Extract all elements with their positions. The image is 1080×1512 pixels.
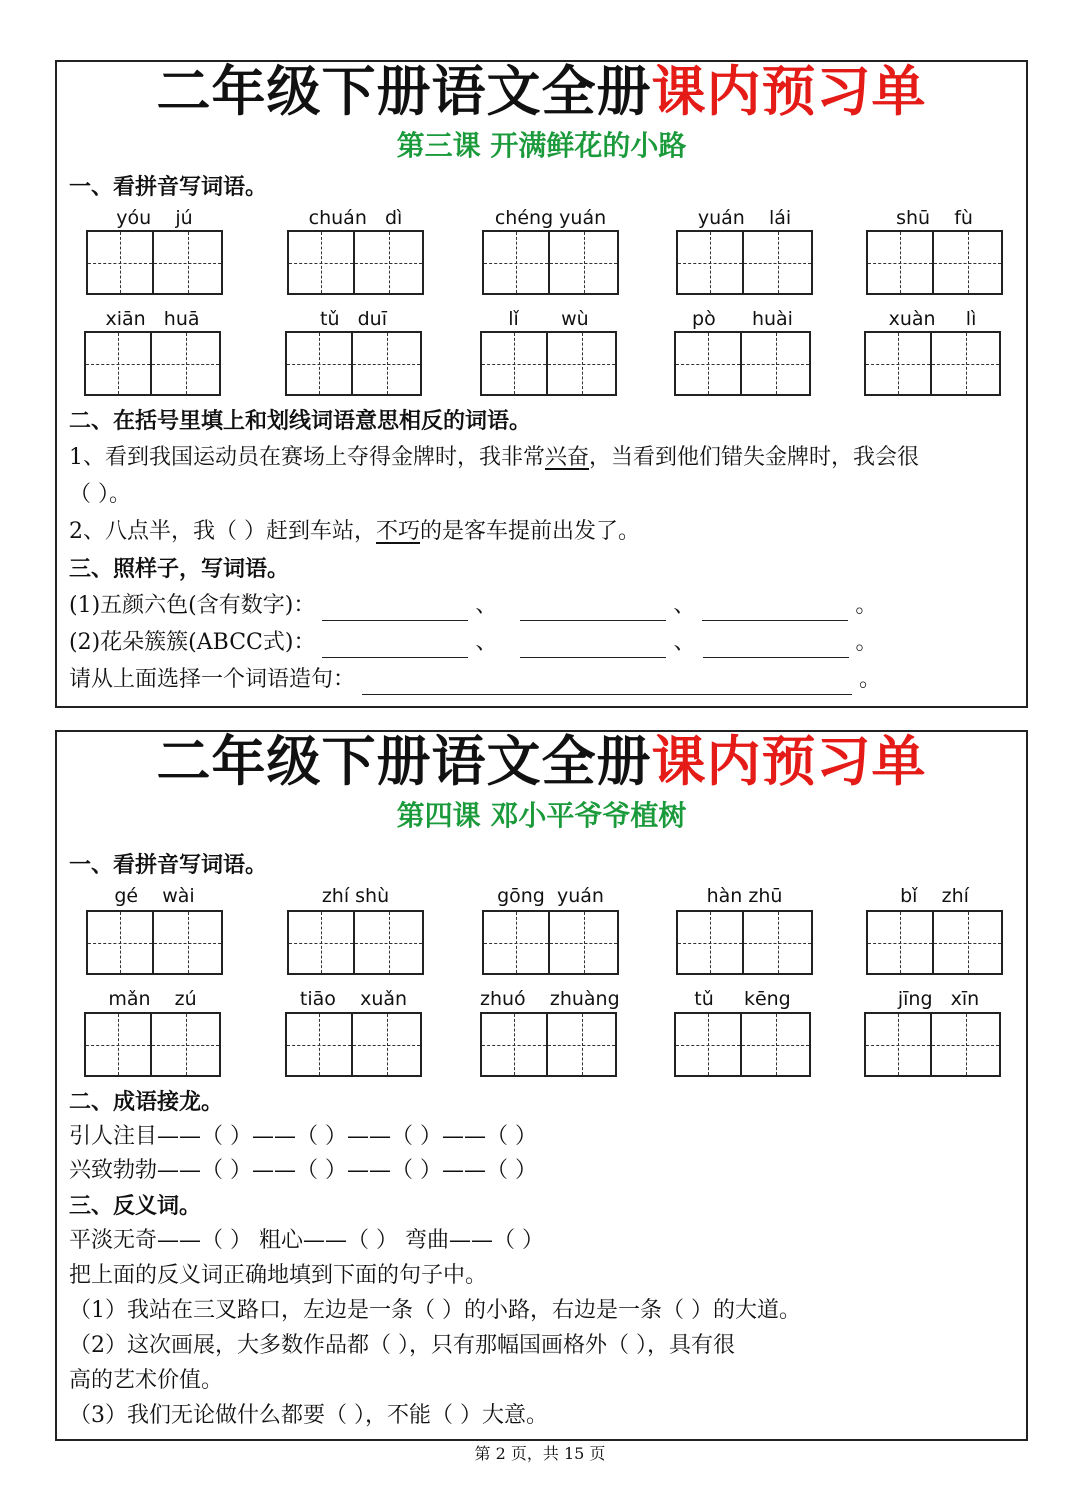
pinyin-label: hàn zhū [706, 885, 783, 907]
pinyin-label: zhí shù [321, 885, 390, 907]
writing-grid[interactable] [864, 1012, 1001, 1077]
answer-line[interactable] [362, 672, 852, 695]
answer-line[interactable] [703, 635, 849, 658]
writing-grid[interactable] [287, 230, 424, 295]
pinyin-label: xiān huā [105, 308, 200, 330]
writing-grid[interactable] [480, 331, 617, 396]
sentence-3[interactable]: （3）我们无论做什么都要（ ），不能（ ）大意。 [69, 1403, 548, 1428]
writing-grid[interactable] [480, 1012, 617, 1077]
q2-text-b: 的是客车提前出发了。 [420, 519, 641, 544]
example-2-label: (2)花朵簇簇(ABCC式)： [69, 630, 316, 655]
writing-grid[interactable] [864, 331, 1001, 396]
answer-line[interactable] [520, 635, 666, 658]
writing-grid[interactable] [482, 230, 619, 295]
section-3-heading: 三、照样子，写词语。 [69, 556, 290, 582]
section-2-heading: 二、在括号里填上和划线词语意思相反的词语。 [69, 408, 532, 434]
antonym-blanks[interactable]: 平淡无奇——（ ） 粗心——（ ） 弯曲——（ ） [69, 1228, 544, 1253]
answer-line[interactable] [322, 635, 468, 658]
writing-grid[interactable] [86, 230, 223, 295]
example-1-label: (1)五颜六色(含有数字)： [69, 593, 316, 618]
writing-grid[interactable] [482, 910, 619, 975]
example-2 [69, 628, 878, 658]
sentence-task-label: 请从上面选择一个词语造句： [69, 667, 356, 692]
instruction: 把上面的反义词正确地填到下面的句子中。 [69, 1263, 488, 1288]
title-black: 二年级下册语文全册 [156, 730, 652, 793]
pinyin-label: pò huài [692, 308, 793, 330]
sentence-task [69, 665, 881, 695]
writing-grid[interactable] [285, 331, 422, 396]
pinyin-label: chuán dì [308, 207, 403, 229]
writing-grid[interactable] [674, 331, 811, 396]
lesson-subtitle: 第三课 开满鲜花的小路 [396, 129, 687, 162]
q1-text-a: 1、看到我国运动员在赛场上夺得金牌时，我非常 [69, 445, 545, 470]
pinyin-label: tiāo xuǎn [299, 988, 408, 1010]
question-1 [69, 443, 919, 473]
pinyin-label: gé wài [114, 885, 195, 907]
sheet-title [57, 732, 1026, 792]
writing-grid[interactable] [676, 910, 813, 975]
answer-line[interactable] [702, 598, 848, 621]
writing-grid[interactable] [866, 230, 1003, 295]
writing-grid[interactable] [84, 1012, 221, 1077]
pinyin-label: bǐ zhí [900, 885, 969, 907]
pinyin-label: gōng yuán [497, 885, 604, 907]
separator: 、 [673, 593, 696, 618]
pinyin-label: tǔ duī [320, 308, 387, 330]
q1-underlined-word: 兴奋 [545, 445, 590, 470]
writing-grid[interactable] [84, 331, 221, 396]
writing-grid[interactable] [866, 910, 1003, 975]
example-1 [69, 591, 877, 621]
sentence-2[interactable]: （2）这次画展，大多数作品都（ ），只有那幅国画格外（ ），具有很 [69, 1333, 735, 1358]
question-2 [69, 517, 640, 547]
title-red: 课内预习单 [651, 60, 927, 123]
separator: 、 [475, 630, 498, 655]
pinyin-label: yóu jú [116, 207, 193, 229]
writing-grid[interactable] [676, 230, 813, 295]
q2-text-a: 2、八点半，我（ ）赶到车站， [69, 519, 376, 544]
worksheet-lesson-4 [55, 730, 1028, 1441]
writing-grid[interactable] [86, 910, 223, 975]
writing-grid[interactable] [287, 910, 424, 975]
answer-line[interactable] [322, 598, 468, 621]
q2-underlined-word: 不巧 [376, 519, 421, 544]
page-footer: 第 2 页，共 15 页 [474, 1444, 606, 1463]
period: 。 [855, 630, 878, 655]
writing-grid[interactable] [674, 1012, 811, 1077]
idiom-chain-2[interactable]: 兴致勃勃——（ ）——（ ）——（ ）——（ ） [69, 1158, 537, 1183]
writing-grid[interactable] [285, 1012, 422, 1077]
pinyin-label: zhuó zhuàng [480, 988, 620, 1010]
period: 。 [855, 593, 878, 618]
lesson-subtitle: 第四课 邓小平爷爷植树 [396, 799, 687, 832]
worksheet-lesson-3 [55, 60, 1028, 708]
section-1-heading: 一、看拼音写词语。 [69, 852, 268, 878]
question-1-blank[interactable]: （ ）。 [69, 482, 131, 507]
pinyin-label: chéng yuán [494, 207, 607, 229]
pinyin-label: tǔ kēng [694, 988, 791, 1010]
pinyin-label: jīng xīn [885, 988, 980, 1010]
title-black: 二年级下册语文全册 [156, 60, 652, 123]
separator: 、 [673, 630, 696, 655]
pinyin-label: yuán lái [697, 207, 792, 229]
section-3-heading: 三、反义词。 [69, 1193, 202, 1219]
sentence-1[interactable]: （1）我站在三叉路口，左边是一条（ ）的小路，右边是一条（ ）的大道。 [69, 1298, 801, 1323]
idiom-chain-1[interactable]: 引人注目——（ ）——（ ）——（ ）——（ ） [69, 1124, 537, 1149]
q1-text-b: ，当看到他们错失金牌时，我会很 [589, 445, 920, 470]
sheet-title [57, 62, 1026, 122]
pinyin-label: shū fù [896, 207, 973, 229]
sentence-2-cont: 高的艺术价值。 [69, 1368, 224, 1393]
answer-line[interactable] [520, 598, 666, 621]
period: 。 [859, 667, 882, 692]
separator: 、 [475, 593, 498, 618]
pinyin-label: mǎn zú [108, 988, 197, 1010]
section-1-heading: 一、看拼音写词语。 [69, 174, 268, 200]
section-2-heading: 二、成语接龙。 [69, 1089, 224, 1115]
pinyin-label: lǐ wù [508, 308, 589, 330]
pinyin-label: xuàn lì [888, 308, 977, 330]
title-red: 课内预习单 [651, 730, 927, 793]
